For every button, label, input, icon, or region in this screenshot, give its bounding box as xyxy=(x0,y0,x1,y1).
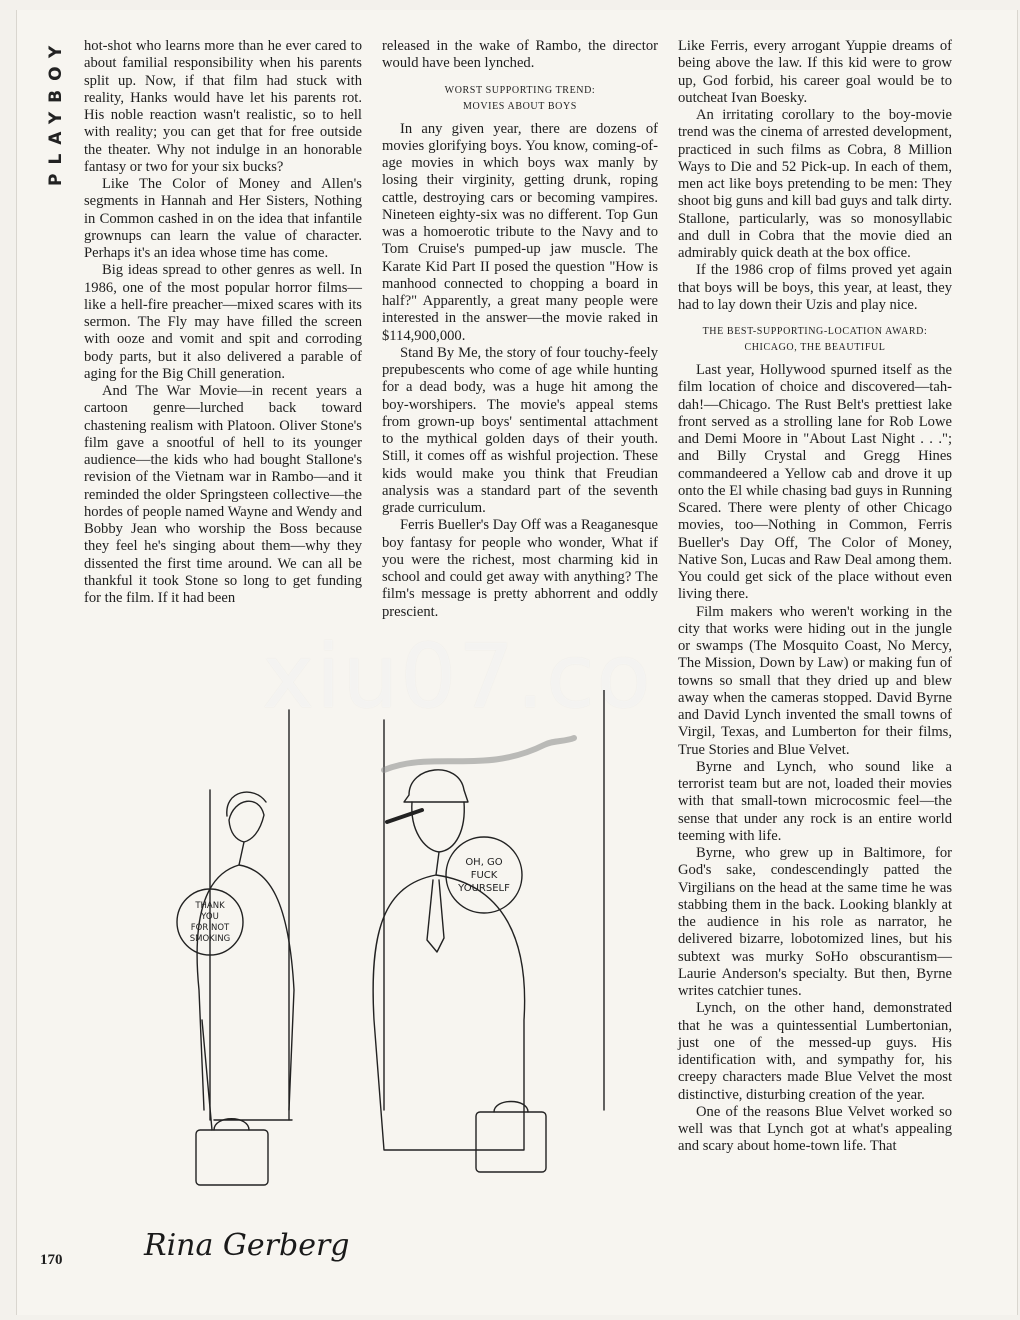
paragraph: Like Ferris, every arrogant Yuppie dreams of being above the law. If this kid were to grow up, God forbid, his career goal would be to outcheat Ivan Boesky. xyxy=(678,38,952,106)
man-button-line: OH, GO xyxy=(465,857,503,868)
woman-button-line: FOR NOT xyxy=(190,923,230,933)
watermark: xiu07.co xyxy=(262,625,653,728)
brand-text: PLAYBOY xyxy=(46,36,66,186)
section-heading-worst-trend xyxy=(382,83,658,115)
page-number: 170 xyxy=(40,1252,63,1268)
paragraph: And The War Movie—in recent years a cartoon genre—lurched back toward chastening realism with Platoon. Oliver Stone's film gave a snootful of hell to its younger audience—the kids who had bought Stallone's revision of the Vietnam war in Rambo—and it reminded the older Springsteen collective—the hordes of people named Wayne and Wendy and Bobby Jean who worship the Boss because they feel he's singing about them—why they dissented the first time around. We can all be thankful it took Stone so long to get funding for the film. If it had been xyxy=(84,383,362,606)
article-column-3 xyxy=(678,38,952,1156)
heading-line: WORST SUPPORTING TREND: xyxy=(444,84,596,96)
paragraph: hot-shot who learns more than he ever cared to about familial responsibility when his parents split up. Now, if that film had stuck with reality, Hanks would have let his parents rot. His noble reaction wasn't realistic, so to hell with reality; you can get that for free outside the theater. Why not indulge in an honorable fantasy or two for your six bucks? xyxy=(84,38,362,175)
paragraph: If the 1986 crop of films proved yet again that boys will be boys, this year, at least, they had to lay down their Uzis and play nice. xyxy=(678,262,952,313)
article-column-2 xyxy=(382,38,658,621)
paragraph: Byrne and Lynch, who sound like a terrorist team but are not, loaded their movies with that small-town microcosmic feel—the sense that under any rock is an entire world teeming with life. xyxy=(678,758,952,844)
paragraph: Ferris Bueller's Day Off was a Reaganesque boy fantasy for people who wonder, What if you were the richest, most charming kid in school and could get away with anything? The film's message is pretty abhorrent and oddly prescient. xyxy=(382,517,658,620)
paragraph: Last year, Hollywood spurned itself as the film location of choice and discovered—tah-dah!—Chicago. The Rust Belt's prettiest lake front served as a strolling lane for Rob Lowe and Demi Moore in "About Last Night . . ."; and Billy Crystal and Gregg Hines commandeered a Yellow cab and drove it up onto the El while chasing bad guys in Running Scared. There were plenty of other Chicago movies, too—Nothing in Common, Ferris Bueller's Day Off, The Color of Money, Native Son, Lucas and Raw Deal among them. You could get sick of the place without even living there. xyxy=(678,362,952,603)
paragraph: An irritating corollary to the boy-movie trend was the cinema of arrested development, practiced in such films as Cobra, 8 Million Ways to Die and 52 Pick-up. In each of them, men act like boys pretending to be men: They shoot big guns and kill bad guys and talk dirty. Stallone, particularly, was so monosyllabic and dull in Cobra that the movie died an admirably quick death at the box office. xyxy=(678,107,952,261)
heading-line: CHICAGO, THE BEAUTIFUL xyxy=(744,342,886,353)
paragraph: One of the reasons Blue Velvet worked so well was that Lynch got at what's appealing and scary about home-town life. That xyxy=(678,1103,952,1155)
paragraph: Big ideas spread to other genres as well. In 1986, one of the most popular horror films—like a hell-fire preacher—mixed scares with its sermon. The Fly may have filled the screen with ooze and vomit and spit and corroding body parts, but it also delivered a parable of aging for the Big Chill generation. xyxy=(84,262,362,382)
paragraph: released in the wake of Rambo, the director would have been lynched. xyxy=(382,38,658,72)
article-column-1 xyxy=(84,38,362,607)
paragraph: In any given year, there are dozens of movies glorifying boys. You know, coming-of-age movies in which boys wax manly by losing their virginity, getting drunk, roping cattle, destroying cars or becoming vampires. Nineteen eighty-six was no different. Top Gun was a homoerotic tribute to the Navy and to Tom Cruise's pumped-up jaw muscle. The Karate Kid Part II posed the question "How is manhood connected to chopping a board in half?" Apparently, a great many people were interested in the answer—the movie raked in $114,900,000. xyxy=(382,120,658,344)
paragraph: Like The Color of Money and Allen's segments in Hannah and Her Sisters, Nothing in Common cashed in on the idea that infantile grownups can learn the value of character. Perhaps it's an idea whose time has come. xyxy=(84,176,362,261)
woman-button-line: SMOKING xyxy=(189,934,231,944)
man-button-line: FUCK xyxy=(470,870,498,881)
paragraph: Stand By Me, the story of four touchy-feely prepubescents who come of age while hunting for a dead body, was a huge hit among the boy-worshipers. The movie's appeal stems from grown-up boys' sentimental attachment to the mythical golden days of their youth. Still, it comes off as wishful projection. These kids would make you think that Freudian analysis was a standard part of the seventh grade curriculum. xyxy=(382,344,658,516)
cartoon-illustration xyxy=(84,690,664,1280)
paragraph: Byrne, who grew up in Baltimore, for God's sake, condescendingly patted the Virgilians on the head at the same time he was stabbing them in the back. Looking blankly at the audience in his role as narrator, he delivered bizarre, lobotomized lines, but his subtext was murky SoHo obscurantism—Laurie Anderson's specialty. But then, Byrne writes catchier tunes. xyxy=(678,845,952,999)
paragraph: Lynch, on the other hand, demonstrated that he was a quintessential Lumbertonian, just one of the messed-up guys. His identification with, and sympathy for, his creepy characters made Blue Velvet the most distinctive, disturbing creation of the year. xyxy=(678,1000,952,1103)
man-button-line: YOURSELF xyxy=(458,883,510,894)
woman-button-line: THANK xyxy=(195,901,225,911)
heading-line: MOVIES ABOUT BOYS xyxy=(463,100,577,112)
paragraph: Film makers who weren't working in the city that works were hiding out in the jungle or swamps (The Mosquito Coast, No Mercy, The Mission, Down by Law) or making fun of towns so small that they dried up and blew away when the cameras stopped. David Byrne and David Lynch invented the small towns of Virgil, Texas, and Lumberton for their films, True Stories and Blue Velvet. xyxy=(678,603,952,758)
magazine-brand xyxy=(22,36,66,198)
artist-signature: Rina Gerberg xyxy=(144,1228,350,1263)
heading-line: THE BEST-SUPPORTING-LOCATION AWARD: xyxy=(702,326,928,337)
woman-button-line: YOU xyxy=(201,912,219,922)
section-heading-location xyxy=(678,324,952,356)
